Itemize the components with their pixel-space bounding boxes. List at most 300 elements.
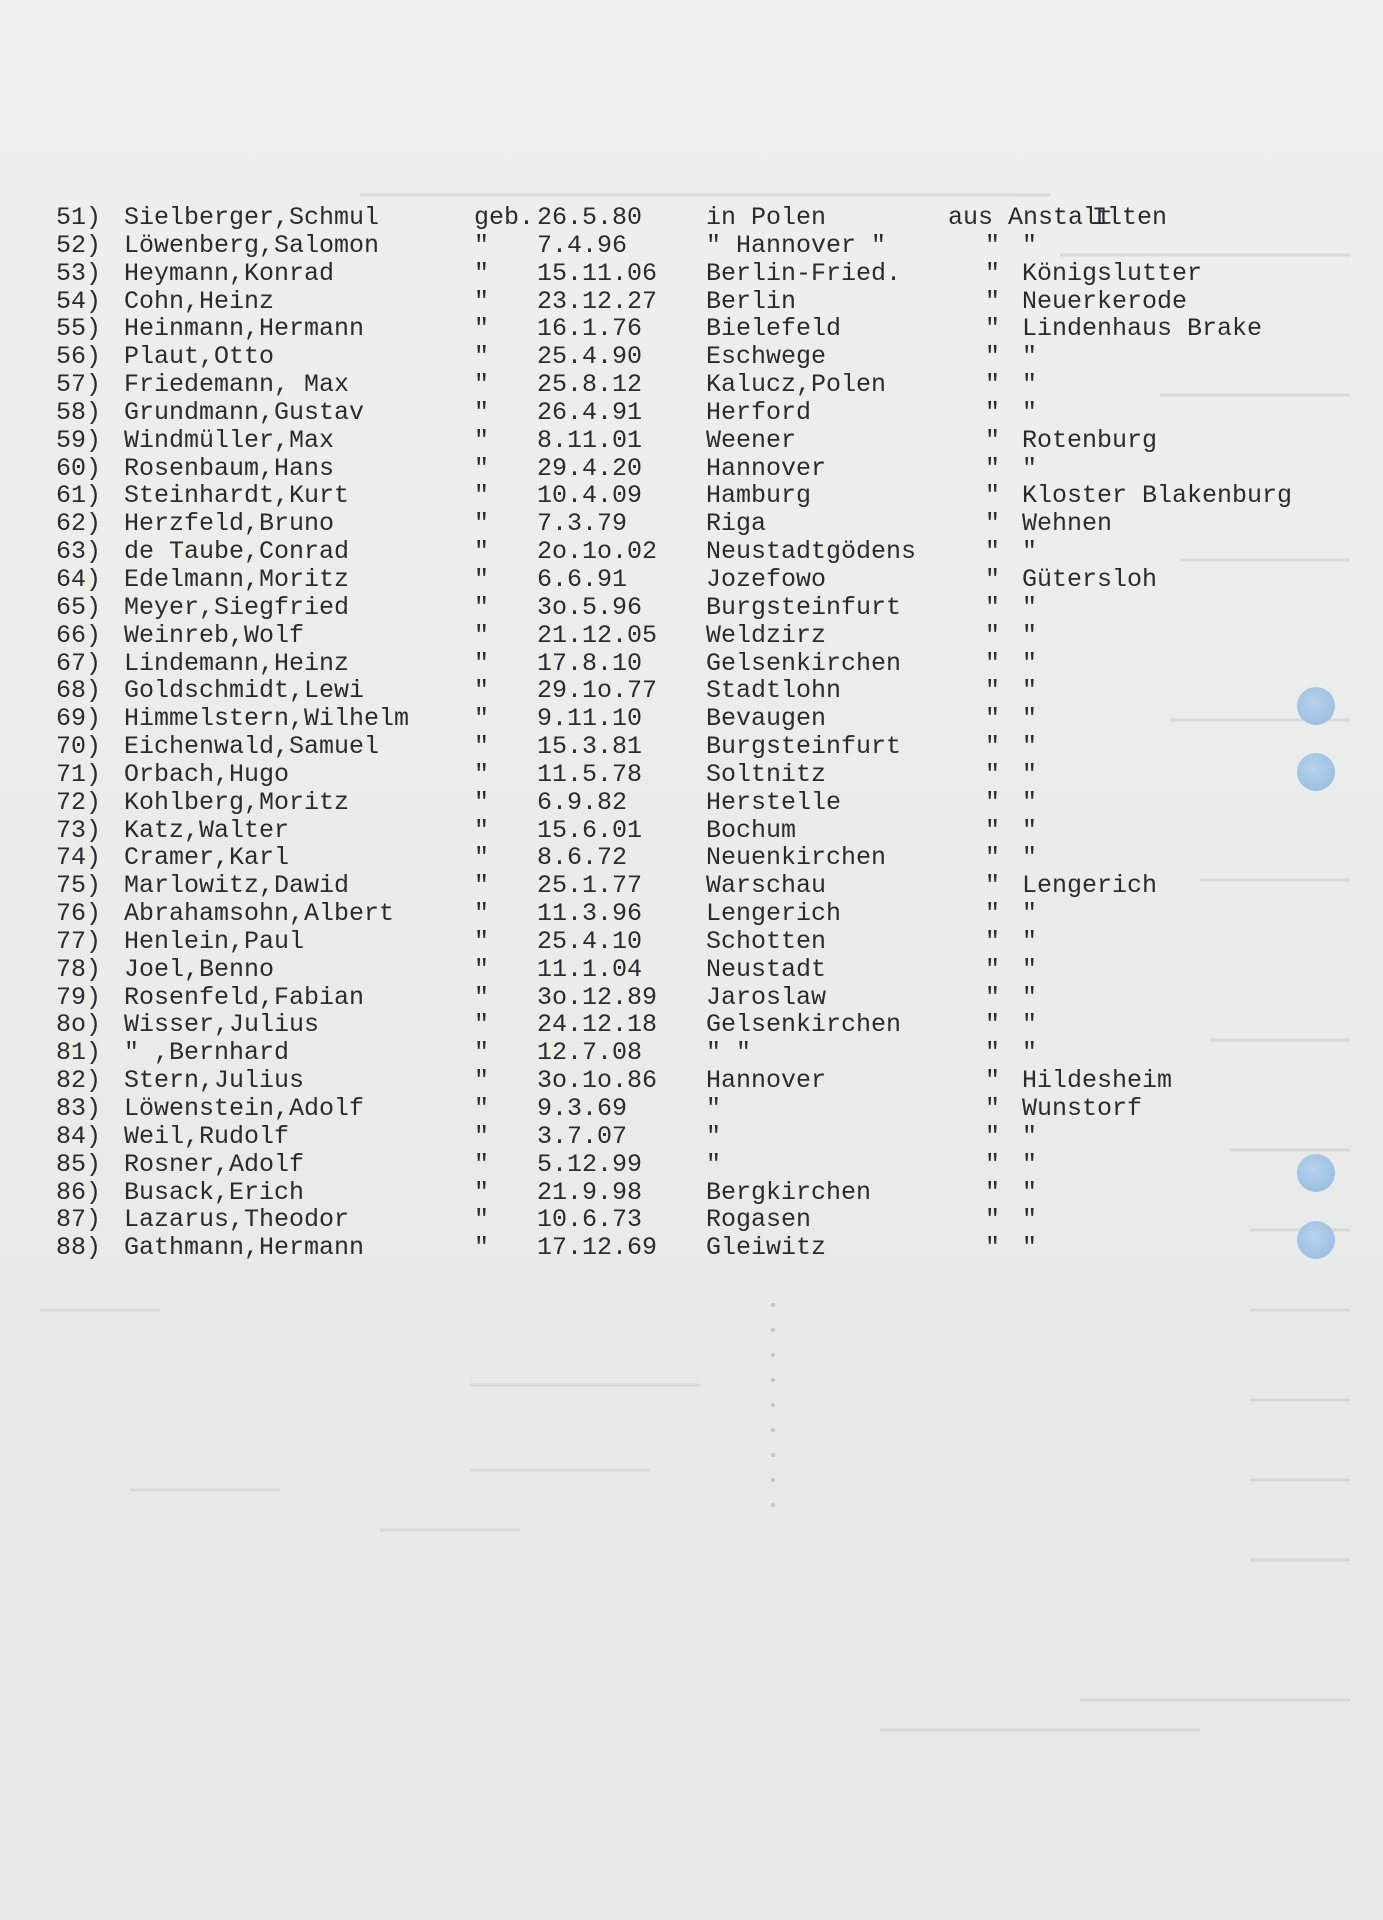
birth-date: 29.4.20 [537, 453, 643, 483]
person-name: Joel,Benno [124, 954, 275, 984]
list-item [0, 510, 1383, 538]
birth-place: Riga [706, 509, 767, 539]
person-name: Löwenstein,Adolf [124, 1094, 365, 1123]
from-institution-label: " [985, 481, 1001, 511]
person-name: Steinhardt,Kurt [124, 481, 350, 511]
entry-number: 85) [56, 1149, 102, 1179]
born-label: " [474, 425, 490, 455]
born-label: " [474, 537, 490, 567]
birth-place: Lengerich [706, 899, 842, 929]
born-label: " [474, 620, 490, 650]
birth-date: 12.7.08 [537, 1038, 643, 1068]
born-label: " [474, 1149, 490, 1179]
from-institution-label: " [985, 509, 1001, 539]
birth-place: Hamburg [706, 481, 812, 511]
institution-name: " [1022, 537, 1038, 567]
from-institution-label: " [985, 759, 1001, 789]
birth-place: Neustadt [706, 954, 827, 984]
entry-number: 75) [56, 871, 102, 901]
birth-date: 8.11.01 [537, 425, 643, 455]
birth-place: Herstelle [706, 787, 842, 817]
birth-place: " [706, 1149, 722, 1179]
list-item [0, 288, 1383, 316]
list-item [0, 733, 1383, 761]
institution-name: " [1022, 926, 1038, 956]
birth-place: Herford [706, 397, 812, 427]
birth-date: 21.12.05 [537, 620, 658, 650]
from-institution-label: " [985, 1038, 1001, 1068]
person-name: Katz,Walter [124, 815, 290, 845]
from-institution-label: " [985, 258, 1001, 288]
entry-number: 59) [56, 425, 102, 455]
birth-date: 15.6.01 [537, 815, 643, 845]
person-name: Grundmann,Gustav [124, 397, 365, 427]
from-institution-label: " [985, 954, 1001, 984]
person-name: Rosenfeld,Fabian [124, 982, 365, 1012]
birth-place: Rogasen [706, 1205, 812, 1235]
entry-number: 86) [56, 1177, 102, 1207]
born-label: " [474, 370, 490, 400]
from-institution-label: " [985, 871, 1001, 901]
entry-number: 87) [56, 1205, 102, 1235]
person-name: Heymann,Konrad [124, 258, 335, 288]
birth-date: 26.4.91 [537, 397, 643, 427]
list-item [0, 399, 1383, 427]
birth-date: 11.3.96 [537, 899, 643, 929]
list-item [0, 482, 1383, 510]
list-item [0, 566, 1383, 594]
from-institution-label: " [985, 676, 1001, 706]
from-institution-label: " [985, 982, 1001, 1012]
birth-date: 9.11.10 [537, 704, 643, 734]
birth-place: Hannover [706, 453, 827, 483]
birth-place: Neuenkirchen [706, 843, 887, 873]
person-name: Henlein,Paul [124, 926, 305, 956]
entry-number: 69) [56, 704, 102, 734]
birth-date: 9.3.69 [537, 1094, 628, 1123]
from-institution-label: " [985, 592, 1001, 622]
institution-name: " [1022, 759, 1038, 789]
person-name: Meyer,Siegfried [124, 592, 350, 622]
from-institution-label: " [985, 926, 1001, 956]
institution-name: " [1022, 899, 1038, 929]
person-name: Cohn,Heinz [124, 286, 275, 316]
birth-date: 10.6.73 [537, 1205, 643, 1235]
entry-number: 82) [56, 1066, 102, 1096]
from-institution-label: " [985, 620, 1001, 650]
birth-place: Bergkirchen [706, 1177, 872, 1207]
institution-name: " [1022, 342, 1038, 372]
birth-place: Soltnitz [706, 759, 827, 789]
birth-date: 2o.1o.02 [537, 537, 658, 567]
born-label: " [474, 286, 490, 316]
birth-place: Burgsteinfurt [706, 732, 902, 762]
punch-hole [1297, 1221, 1335, 1259]
birth-place: Schotten [706, 926, 827, 956]
person-name: Goldschmidt,Lewi [124, 676, 365, 706]
institution-name: Kloster Blakenburg [1022, 481, 1293, 511]
list-item [0, 260, 1383, 288]
list-item [0, 232, 1383, 260]
born-label: " [474, 732, 490, 762]
entry-number: 65) [56, 592, 102, 622]
list-item [0, 1234, 1383, 1262]
punch-hole [1297, 753, 1335, 791]
entry-number: 72) [56, 787, 102, 817]
birth-place: Jaroslaw [706, 982, 827, 1012]
born-label: " [474, 230, 490, 260]
person-name: Rosenbaum,Hans [124, 453, 335, 483]
born-label: " [474, 453, 490, 483]
birth-place: Jozefowo [706, 564, 827, 594]
birth-date: 21.9.98 [537, 1177, 643, 1207]
birth-place: Berlin [706, 286, 797, 316]
institution-name: " [1022, 370, 1038, 400]
birth-date: 16.1.76 [537, 314, 643, 344]
entry-number: 61) [56, 481, 102, 511]
born-label: " [474, 1066, 490, 1096]
birth-place: Gelsenkirchen [706, 1010, 902, 1040]
person-name: Weinreb,Wolf [124, 620, 305, 650]
birth-date: 15.3.81 [537, 732, 643, 762]
birth-place: Gleiwitz [706, 1233, 827, 1263]
person-name: Weil,Rudolf [124, 1121, 290, 1151]
born-label: " [474, 871, 490, 901]
entry-number: 63) [56, 537, 102, 567]
birth-date: 29.1o.77 [537, 676, 658, 706]
list-item [0, 1011, 1383, 1039]
from-institution-label: " [985, 1177, 1001, 1207]
institution-name: " [1022, 1010, 1038, 1040]
entry-number: 53) [56, 258, 102, 288]
list-item [0, 844, 1383, 872]
list-item [0, 984, 1383, 1012]
birth-date: 26.5.80 [537, 203, 643, 232]
from-institution-label: " [985, 815, 1001, 845]
birth-date: 23.12.27 [537, 286, 658, 316]
born-label: " [474, 1094, 490, 1123]
born-label: " [474, 759, 490, 789]
entry-number: 79) [56, 982, 102, 1012]
list-item [0, 455, 1383, 483]
institution-name: " [1022, 815, 1038, 845]
from-institution-label: " [985, 1233, 1001, 1263]
birth-date: 3.7.07 [537, 1121, 628, 1151]
institution-name: Ilten [1092, 203, 1168, 232]
birth-place: Hannover [706, 1066, 827, 1096]
person-name: Eichenwald,Samuel [124, 732, 380, 762]
list-item [0, 1151, 1383, 1179]
born-label: " [474, 509, 490, 539]
person-name: Abrahamsohn,Albert [124, 899, 395, 929]
birth-place: Kalucz,Polen [706, 370, 887, 400]
institution-name: " [1022, 592, 1038, 622]
born-label: " [474, 314, 490, 344]
deportation-list [0, 204, 1383, 1262]
person-name: Lazarus,Theodor [124, 1205, 350, 1235]
list-item [0, 1206, 1383, 1234]
entry-number: 67) [56, 648, 102, 678]
birth-place: Stadtlohn [706, 676, 842, 706]
person-name: Gathmann,Hermann [124, 1233, 365, 1263]
birth-date: 17.12.69 [537, 1233, 658, 1263]
born-label: " [474, 815, 490, 845]
birth-place: Bevaugen [706, 704, 827, 734]
birth-place: " Hannover " [706, 230, 887, 260]
punch-hole [1297, 687, 1335, 725]
from-institution-label: " [985, 397, 1001, 427]
institution-name: " [1022, 843, 1038, 873]
entry-number: 64) [56, 564, 102, 594]
person-name: Plaut,Otto [124, 342, 275, 372]
birth-date: 25.4.10 [537, 926, 643, 956]
birth-date: 6.9.82 [537, 787, 628, 817]
entry-number: 52) [56, 230, 102, 260]
from-institution-label: " [985, 342, 1001, 372]
person-name: Löwenberg,Salomon [124, 230, 380, 260]
from-institution-label: " [985, 1010, 1001, 1040]
entry-number: 55) [56, 314, 102, 344]
birth-place: Burgsteinfurt [706, 592, 902, 622]
institution-name: Wehnen [1022, 509, 1113, 539]
institution-name: " [1022, 648, 1038, 678]
born-label: " [474, 1010, 490, 1040]
from-institution-label: " [985, 1205, 1001, 1235]
from-institution-label: " [985, 286, 1001, 316]
from-institution-label: " [985, 1094, 1001, 1123]
list-item [0, 1095, 1383, 1123]
institution-name: " [1022, 954, 1038, 984]
institution-name: Neuerkerode [1022, 286, 1188, 316]
institution-name: Lindenhaus Brake [1022, 314, 1263, 344]
list-item [0, 538, 1383, 566]
person-name: Marlowitz,Dawid [124, 871, 350, 901]
institution-name: " [1022, 982, 1038, 1012]
born-label: geb. [474, 203, 535, 232]
person-name: Edelmann,Moritz [124, 564, 350, 594]
birth-date: 25.8.12 [537, 370, 643, 400]
entry-number: 77) [56, 926, 102, 956]
entry-number: 83) [56, 1094, 102, 1123]
from-institution-label: " [985, 370, 1001, 400]
birth-place: Neustadtgödens [706, 537, 917, 567]
entry-number: 76) [56, 899, 102, 929]
born-label: " [474, 258, 490, 288]
birth-date: 6.6.91 [537, 564, 628, 594]
punch-hole [1297, 1154, 1335, 1192]
born-label: " [474, 843, 490, 873]
person-name: " ,Bernhard [124, 1038, 290, 1068]
born-label: " [474, 1038, 490, 1068]
birth-date: 10.4.09 [537, 481, 643, 511]
born-label: " [474, 899, 490, 929]
born-label: " [474, 982, 490, 1012]
institution-name: " [1022, 676, 1038, 706]
born-label: " [474, 592, 490, 622]
entry-number: 88) [56, 1233, 102, 1263]
person-name: Rosner,Adolf [124, 1149, 305, 1179]
born-label: " [474, 787, 490, 817]
entry-number: 62) [56, 509, 102, 539]
birth-place: " " [706, 1038, 752, 1068]
birth-date: 7.4.96 [537, 230, 628, 260]
birth-date: 17.8.10 [537, 648, 643, 678]
entry-number: 74) [56, 843, 102, 873]
entry-number: 54) [56, 286, 102, 316]
list-item [0, 343, 1383, 371]
institution-name: Königslutter [1022, 258, 1203, 288]
entry-number: 84) [56, 1121, 102, 1151]
institution-name: " [1022, 1038, 1038, 1068]
birth-place: Eschwege [706, 342, 827, 372]
person-name: Kohlberg,Moritz [124, 787, 350, 817]
born-label: " [474, 397, 490, 427]
institution-name: " [1022, 704, 1038, 734]
from-institution-label: " [985, 537, 1001, 567]
list-item [0, 371, 1383, 399]
entry-number: 71) [56, 759, 102, 789]
born-label: " [474, 704, 490, 734]
list-item [0, 622, 1383, 650]
institution-name: " [1022, 453, 1038, 483]
list-item [0, 315, 1383, 343]
institution-name: Lengerich [1022, 871, 1158, 901]
list-item [0, 900, 1383, 928]
from-institution-label: " [985, 787, 1001, 817]
birth-place: Gelsenkirchen [706, 648, 902, 678]
entry-number: 68) [56, 676, 102, 706]
person-name: Himmelstern,Wilhelm [124, 704, 410, 734]
born-label: " [474, 926, 490, 956]
person-name: Lindemann,Heinz [124, 648, 350, 678]
birth-place: " [706, 1094, 722, 1123]
institution-name: " [1022, 1233, 1038, 1263]
list-item [0, 789, 1383, 817]
from-institution-label: " [985, 425, 1001, 455]
birth-date: 5.12.99 [537, 1149, 643, 1179]
born-label: " [474, 676, 490, 706]
born-label: " [474, 481, 490, 511]
born-label: " [474, 648, 490, 678]
born-label: " [474, 1205, 490, 1235]
from-institution-label: aus Anstalt [948, 203, 1114, 232]
birth-date: 3o.5.96 [537, 592, 643, 622]
from-institution-label: " [985, 230, 1001, 260]
list-item [0, 427, 1383, 455]
birth-date: 11.1.04 [537, 954, 643, 984]
birth-date: 3o.1o.86 [537, 1066, 658, 1096]
person-name: Herzfeld,Bruno [124, 509, 335, 539]
person-name: Wisser,Julius [124, 1010, 320, 1040]
entry-number: 58) [56, 397, 102, 427]
born-label: " [474, 564, 490, 594]
birth-place: Bochum [706, 815, 797, 845]
entry-number: 70) [56, 732, 102, 762]
institution-name: Rotenburg [1022, 425, 1158, 455]
list-item [0, 677, 1383, 705]
from-institution-label: " [985, 564, 1001, 594]
institution-name: " [1022, 1121, 1038, 1151]
entry-number: 60) [56, 453, 102, 483]
birth-date: 25.1.77 [537, 871, 643, 901]
list-item [0, 761, 1383, 789]
list-item [0, 1039, 1383, 1067]
birth-date: 11.5.78 [537, 759, 643, 789]
birth-place: Berlin-Fried. [706, 258, 902, 288]
born-label: " [474, 342, 490, 372]
birth-place: Weldzirz [706, 620, 827, 650]
from-institution-label: " [985, 648, 1001, 678]
list-item [0, 817, 1383, 845]
list-item [0, 1067, 1383, 1095]
birth-place: " [706, 1121, 722, 1151]
person-name: Heinmann,Hermann [124, 314, 365, 344]
institution-name: Wunstorf [1022, 1094, 1143, 1123]
birth-place: Weener [706, 425, 797, 455]
list-item [0, 1123, 1383, 1151]
born-label: " [474, 954, 490, 984]
from-institution-label: " [985, 1121, 1001, 1151]
birth-date: 25.4.90 [537, 342, 643, 372]
list-item [0, 928, 1383, 956]
birth-date: 15.11.06 [537, 258, 658, 288]
person-name: de Taube,Conrad [124, 537, 350, 567]
birth-place: in Polen [706, 203, 827, 232]
entry-number: 51) [56, 203, 102, 232]
institution-name: " [1022, 1177, 1038, 1207]
list-item [0, 956, 1383, 984]
from-institution-label: " [985, 453, 1001, 483]
entry-number: 57) [56, 370, 102, 400]
born-label: " [474, 1233, 490, 1263]
from-institution-label: " [985, 843, 1001, 873]
birth-place: Bielefeld [706, 314, 842, 344]
institution-name: " [1022, 732, 1038, 762]
entry-number: 8o) [56, 1010, 102, 1040]
list-item [0, 204, 1383, 232]
list-item [0, 594, 1383, 622]
person-name: Windmüller,Max [124, 425, 335, 455]
institution-name: Gütersloh [1022, 564, 1158, 594]
entry-number: 78) [56, 954, 102, 984]
list-item [0, 650, 1383, 678]
from-institution-label: " [985, 732, 1001, 762]
birth-date: 7.3.79 [537, 509, 628, 539]
birth-date: 24.12.18 [537, 1010, 658, 1040]
from-institution-label: " [985, 314, 1001, 344]
list-item [0, 1179, 1383, 1207]
institution-name: " [1022, 787, 1038, 817]
institution-name: " [1022, 230, 1038, 260]
person-name: Orbach,Hugo [124, 759, 290, 789]
person-name: Stern,Julius [124, 1066, 305, 1096]
list-item [0, 705, 1383, 733]
institution-name: " [1022, 397, 1038, 427]
institution-name: Hildesheim [1022, 1066, 1173, 1096]
from-institution-label: " [985, 1066, 1001, 1096]
entry-number: 73) [56, 815, 102, 845]
person-name: Sielberger,Schmul [124, 203, 380, 232]
entry-number: 56) [56, 342, 102, 372]
entry-number: 66) [56, 620, 102, 650]
person-name: Friedemann, Max [124, 370, 350, 400]
institution-name: " [1022, 1205, 1038, 1235]
from-institution-label: " [985, 899, 1001, 929]
birth-date: 8.6.72 [537, 843, 628, 873]
born-label: " [474, 1121, 490, 1151]
birth-place: Warschau [706, 871, 827, 901]
from-institution-label: " [985, 704, 1001, 734]
